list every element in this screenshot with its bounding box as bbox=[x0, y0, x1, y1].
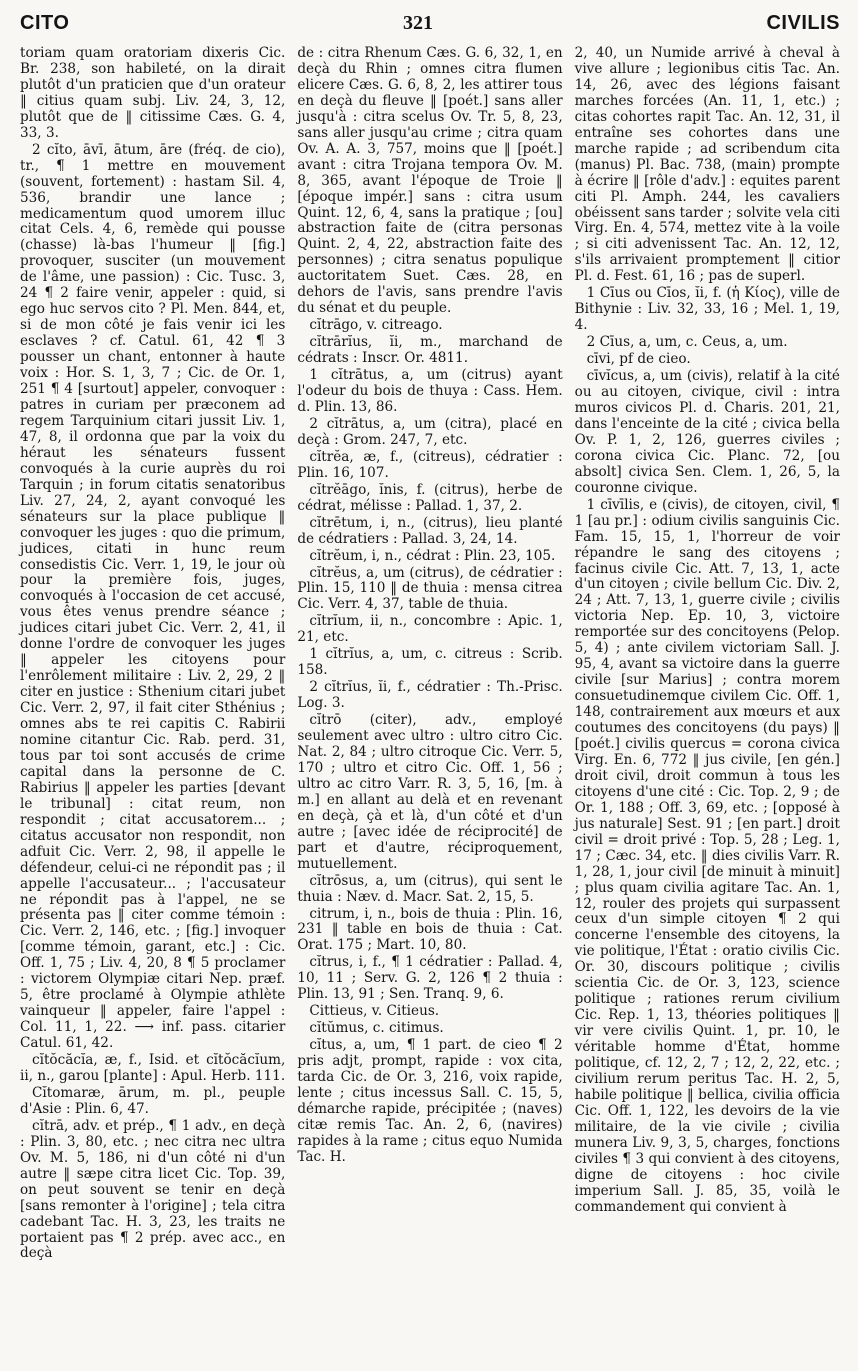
continued-entry: 2, 40, un Numide arrivé à cheval à vive allure ; legionibus citis Tac. An. 14, 26, avec des légions faisant marches forcées (An. 11, 1, etc.) ; citas cohortes rapit Tac. An. 12, 31, il entraîne ses cohortes dans une marche rapide ; ad scribendum cita (manus) Pl. Bac. 738, (main) prompte à écrire ‖ [rôle d'adv.] : equites parent citi Pl. Amph. 244, les cavaliers obéissent sans tarder ; solvite vela citi Virg. En. 4, 574, mettez vite à la voile ; si citi advenissent Tac. An. 12, 12, s'ils arrivaient promptement ‖ citior Pl. d. Fest. 61, 16 ; pas de superl. bbox=[574, 45, 840, 285]
page-number: 321 bbox=[402, 12, 433, 34]
dictionary-entry: Cittieus, v. Citieus. bbox=[309, 1003, 440, 1020]
dictionary-entry: cĭtrĕus, a, um (citrus), de cédratier : Plin. 15, 110 ‖ de thuia : mensa citrea Cic. Verr. 4, 37, table de thuia. bbox=[297, 564, 563, 613]
dictionary-entry: cĭtrōsus, a, um (citrus), qui sent le thuia : Næv. d. Macr. Sat. 2, 15, 5. bbox=[297, 872, 563, 905]
dictionary-entry: cĭtrō (citer), adv., employé seulement avec ultro : ultro citro Cic. Nat. 2, 84 ; ultro citroque Cic. Verr. 5, 170 ; ultro et citro Cic. Off. 1, 56 ; ultro ac citro Varr. R. 3, 5, 16, [m. à m.] en allant au delà et en revenant en deçà, çà et là, d'un côté et d'un autre ; [avec idée de réciprocité] de part et d'autre, réciproquement, mutuellement. bbox=[297, 712, 563, 872]
dictionary-entry: cĭtrĕāgo, ĭnis, f. (citrus), herbe de cédrat, mélisse : Pallad. 1, 37, 2. bbox=[297, 481, 563, 514]
dictionary-entry: citrum, i, n., bois de thuia : Plin. 16, 231 ‖ table en bois de thuia : Cat. Orat. 175 ; Mart. 10, 80. bbox=[297, 905, 563, 954]
dictionary-entry: 1 cĭtrātus, a, um (citrus) ayant l'odeur du bois de thuya : Cass. Hem. d. Plin. 13, 86. bbox=[297, 367, 563, 415]
dictionary-entry: 1 cĭtrĭus, a, um, c. citreus : Scrib. 158. bbox=[297, 646, 563, 679]
dictionary-entry: 2 Cīus, a, um, c. Ceus, a, um. bbox=[586, 334, 788, 351]
text-columns bbox=[20, 46, 840, 1263]
dictionary-entry: cĭtrētum, i, n., (citrus), lieu planté de cédratiers : Pallad. 3, 24, 14. bbox=[297, 514, 563, 547]
dictionary-entry: 1 Cīus ou Cīos, ĭi, f. (ἡ Κίος), ville de Bithynie : Liv. 32, 33, 16 ; Mel. 1, 19, 4. bbox=[574, 285, 840, 334]
continued-entry: de : citra Rhenum Cæs. G. 6, 32, 1, en deçà du Rhin ; omnes citra flumen elicere Cæs. G. 6, 8, 2, les attirer tous en deçà du fleuve ‖ [poét.] sans aller jusqu'à : citra scelus Ov. Tr. 5, 8, 23, sans aller jusqu'au crime ; citra quam Ov. A. A. 3, 757, moins que ‖ [poét.] avant : citra Trojana tempora Ov. M. 8, 365, avant l'époque de Troie ‖ [époque impér.] sans : citra usum Quint. 12, 6, 4, sans la pratique ; [ou] abstraction faite de (citra personas Quint. 2, 4, 22, abstraction faite des personnes) ; citra senatus populique auctoritatem Suet. Cæs. 28, en dehors de l'avis, sans prendre l'avis du sénat et du peuple. bbox=[297, 45, 563, 317]
continued-entry: toriam quam oratoriam dixeris Cic. Br. 238, son habileté, on la dirait plutôt d'un praticien que d'un orateur ‖ citius quam subj. Liv. 24, 3, 12, plutôt que de ‖ citissime Cæs. G. 4, 33, 3. bbox=[20, 45, 286, 141]
dictionary-entry: 1 cīvīlis, e (civis), de citoyen, civil, ¶ 1 [au pr.] : odium civilis sanguinis Cic. Fam. 15, 15, 1, l'horreur de voir répandre le sang des citoyens ; facinus civile Cic. Att. 7, 13, 1, acte d'un citoyen ; civile bellum Cic. Div. 2, 24 ; Att. 7, 13, 1, guerre civile ; civilis victoria Nep. Ep. 10, 3, victoire remportée sur des concitoyens (Pelop. 5, 4) ; ante civilem victoriam Sall. J. 95, 4, avant sa victoire dans la guerre civile [sur Marius] ; contra morem consuetudinemque civilem Cic. Off. 1, 148, contrairement aux mœurs et aux coutumes des concitoyens (du pays) ‖ [poét.] civilis quercus = corona civica Virg. En. 6, 772 ‖ jus civile, [en gén.] droit civil, droit commun à tous les citoyens d'une cité : Cic. Top. 2, 9 ; de Or. 1, 188 ; Off. 3, 69, etc. ; [opposé à jus naturale] Sest. 91 ; [en part.] droit civil = droit privé : Top. 5, 28 ; Leg. 1, 17 ; Cæc. 34, etc. ‖ dies civilis Varr. R. 1, 28, 1, jour civil [de minuit à minuit] ; plus quam civilia agitare Tac. An. 1, 12, rouler des projets qui surpassent ceux d'un simple citoyen ¶ 2 qui concerne l'ensemble des citoyens, la vie politique, l'État : oratio civilis Cic. Or. 30, discours politique ; civilis scientia Cic. de Or. 3, 123, science politique ; rationes rerum civilium Cic. Rep. 1, 13, théories politiques ‖ vir vere civilis Quint. 1, pr. 10, le véritable homme d'État, homme politique, cf. 12, 2, 7 ; 12, 2, 22, etc. ; civilium rerum peritus Tac. H. 2, 5, habile politique ‖ bellica, civilia officia Cic. Off. 1, 122, les devoirs de la vie militaire, de la vie civile ; civilia munera Liv. 9, 3, 5, charges, fonctions civiles ¶ 3 qui convient à des citoyens, digne de citoyens : hoc civile imperium Sall. J. 85, 35, voilà le commandement qui convient à bbox=[574, 496, 840, 1215]
header-right-word: CIVILIS bbox=[766, 12, 840, 34]
dictionary-entry: 2 cĭto, āvī, ātum, āre (fréq. de cio), tr., ¶ 1 mettre en mouvement (souvent, fortement) : hastam Sil. 4, 536, brandir une lance ; medicamentum quod umorem illuc citat Cels. 4, 6, remède qui pousse (chasse) là-bas l'humeur ‖ [fig.] provoquer, susciter (un mouvement de l'âme, une passion) : Cic. Tusc. 3, 24 ¶ 2 faire venir, appeler : quid, si ego huc servos cito ? Pl. Men. 844, et, si de mon côté je fais venir ici les esclaves ? cf. Catul. 61, 42 ¶ 3 pousser un chant, entonner à haute voix : Hor. S. 1, 3, 7 ; Cic. de Or. 1, 251 ¶ 4 [surtout] appeler, convoquer : patres in curiam per præconem ad regem Tarquinium citari jussit Liv. 1, 47, 8, il ordonna que par la voix du héraut les sénateurs fussent convoqués à la curie auprès du roi Tarquin ; in forum citatis senatoribus Liv. 27, 24, 2, ayant convoqué les sénateurs sur la place publique ‖ convoquer les juges : quo die primum, judices, citati in hunc reum consedistis Cic. Verr. 1, 19, le jour où pour la première fois, juges, convoqués à l'occasion de cet accusé, vous êtes venus prendre séance ; judices citari jubet Cic. Verr. 2, 41, il donne l'ordre de convoquer les juges ‖ appeler les citoyens pour l'enrôlement militaire : Liv. 2, 29, 2 ‖ citer en justice : Sthenium citari jubet Cic. Verr. 2, 97, il fait citer Sthénius ; omnes abs te rei capitis C. Rabirii nomine citantur Cic. Rab. perd. 31, tous par toi sont accusés de crime capital dans la personne de C. Rabirius ‖ appeler les parties [devant le tribunal] : citat reum, non respondit ; citat accusatorem... ; citatus accusator non respondit, non adfuit Cic. Verr. 2, 98, il appelle le défendeur, celui-ci ne répondit pas ; il appelle l'accusateur... ; l'accusateur ne répondit pas à l'appel, ne se présenta pas ‖ citer comme témoin : Cic. Verr. 2, 146, etc. ; [fig.] invoquer [comme témoin, garant, etc.] : Cic. Off. 1, 75 ; Liv. 4, 20, 8 ¶ 5 proclamer : victorem Olympiæ citari Nep. præf. 5, être proclamé à Olympie athlète vainqueur ‖ appeler, faire l'appel : Col. 11, 1, 22. ⟶ inf. pass. citarier Catul. 61, 42. bbox=[20, 141, 286, 1052]
dictionary-entry: 2 cĭtrātus, a, um (citra), placé en deçà : Grom. 247, 7, etc. bbox=[297, 415, 563, 448]
dictionary-entry: cĭtrĭum, ii, n., concombre : Apic. 1, 21, etc. bbox=[297, 613, 563, 646]
dictionary-entry: cĭtus, a, um, ¶ 1 part. de cieo ¶ 2 pris adjt, prompt, rapide : vox cita, tarda Cic. de Or. 3, 216, voix rapide, lente ; citus incessus Sall. C. 15, 5, démarche rapide, précipitée ; (naves) citæ remis Tac. An. 2, 6, (navires) rapides à la rame ; citus equo Numida Tac. H. bbox=[297, 1037, 563, 1165]
dictionary-entry: cĭtŭmus, c. citimus. bbox=[309, 1020, 444, 1037]
dictionary-entry: cīvi, pf de cieo. bbox=[586, 351, 691, 368]
header-left-word: CITO bbox=[20, 12, 70, 34]
dictionary-entry: cĭtrus, i, f., ¶ 1 cédratier : Pallad. 4, 10, 11 ; Serv. G. 2, 126 ¶ 2 thuia : Plin. 13, 91 ; Sen. Tranq. 9, 6. bbox=[297, 954, 563, 1003]
dictionary-entry: cĭtŏcăcĭa, æ, f., Isid. et cĭtŏcăcĭum, ii, n., garou [plante] : Apul. Herb. 111. bbox=[20, 1052, 286, 1084]
dictionary-entry: cĭtrā, adv. et prép., ¶ 1 adv., en deçà : Plin. 3, 80, etc. ; nec citra nec ultra Ov. M. 5, 186, ni d'un côté ni d'un autre ‖ sæpe citra licet Cic. Top. 39, on peut souvent se tenir en deçà [sans remonter à l'origine] ; tela citra cadebant Tac. H. 3, 23, les traits ne portaient pas ¶ 2 prép. avec acc., en deçà bbox=[20, 1117, 286, 1262]
column-middle bbox=[297, 46, 562, 1263]
dictionary-entry: cĭtrĕum, i, n., cédrat : Plin. 23, 105. bbox=[309, 547, 556, 564]
dictionary-entry: cĭtrārĭus, ĭi, m., marchand de cédrats : Inscr. Or. 4811. bbox=[297, 334, 563, 367]
dictionary-entry: cĭtrāgo, v. citreago. bbox=[309, 317, 443, 334]
column-left bbox=[20, 46, 285, 1263]
dictionary-entry: cĭtrĕa, æ, f., (citreus), cédratier : Plin. 16, 107. bbox=[297, 448, 563, 481]
dictionary-entry: cīvĭcus, a, um (civis), relatif à la cité ou au citoyen, civique, civil : intra muros civicos Pl. d. Charis. 201, 21, dans l'enceinte de la cité ; civica bella Ov. P. 1, 2, 126, guerres civiles ; corona civica Cic. Planc. 72, [ou absolt] civica Sen. Clem. 1, 26, 5, la couronne civique. bbox=[574, 368, 840, 496]
dictionary-entry: 2 cĭtrĭus, ĭi, f., cédratier : Th.-Prisc. Log. 3. bbox=[297, 679, 563, 712]
running-header bbox=[20, 6, 840, 38]
dictionary-entry: Cĭtomaræ, ārum, m. pl., peuple d'Asie : Plin. 6, 47. bbox=[20, 1084, 286, 1117]
column-right bbox=[575, 46, 840, 1263]
